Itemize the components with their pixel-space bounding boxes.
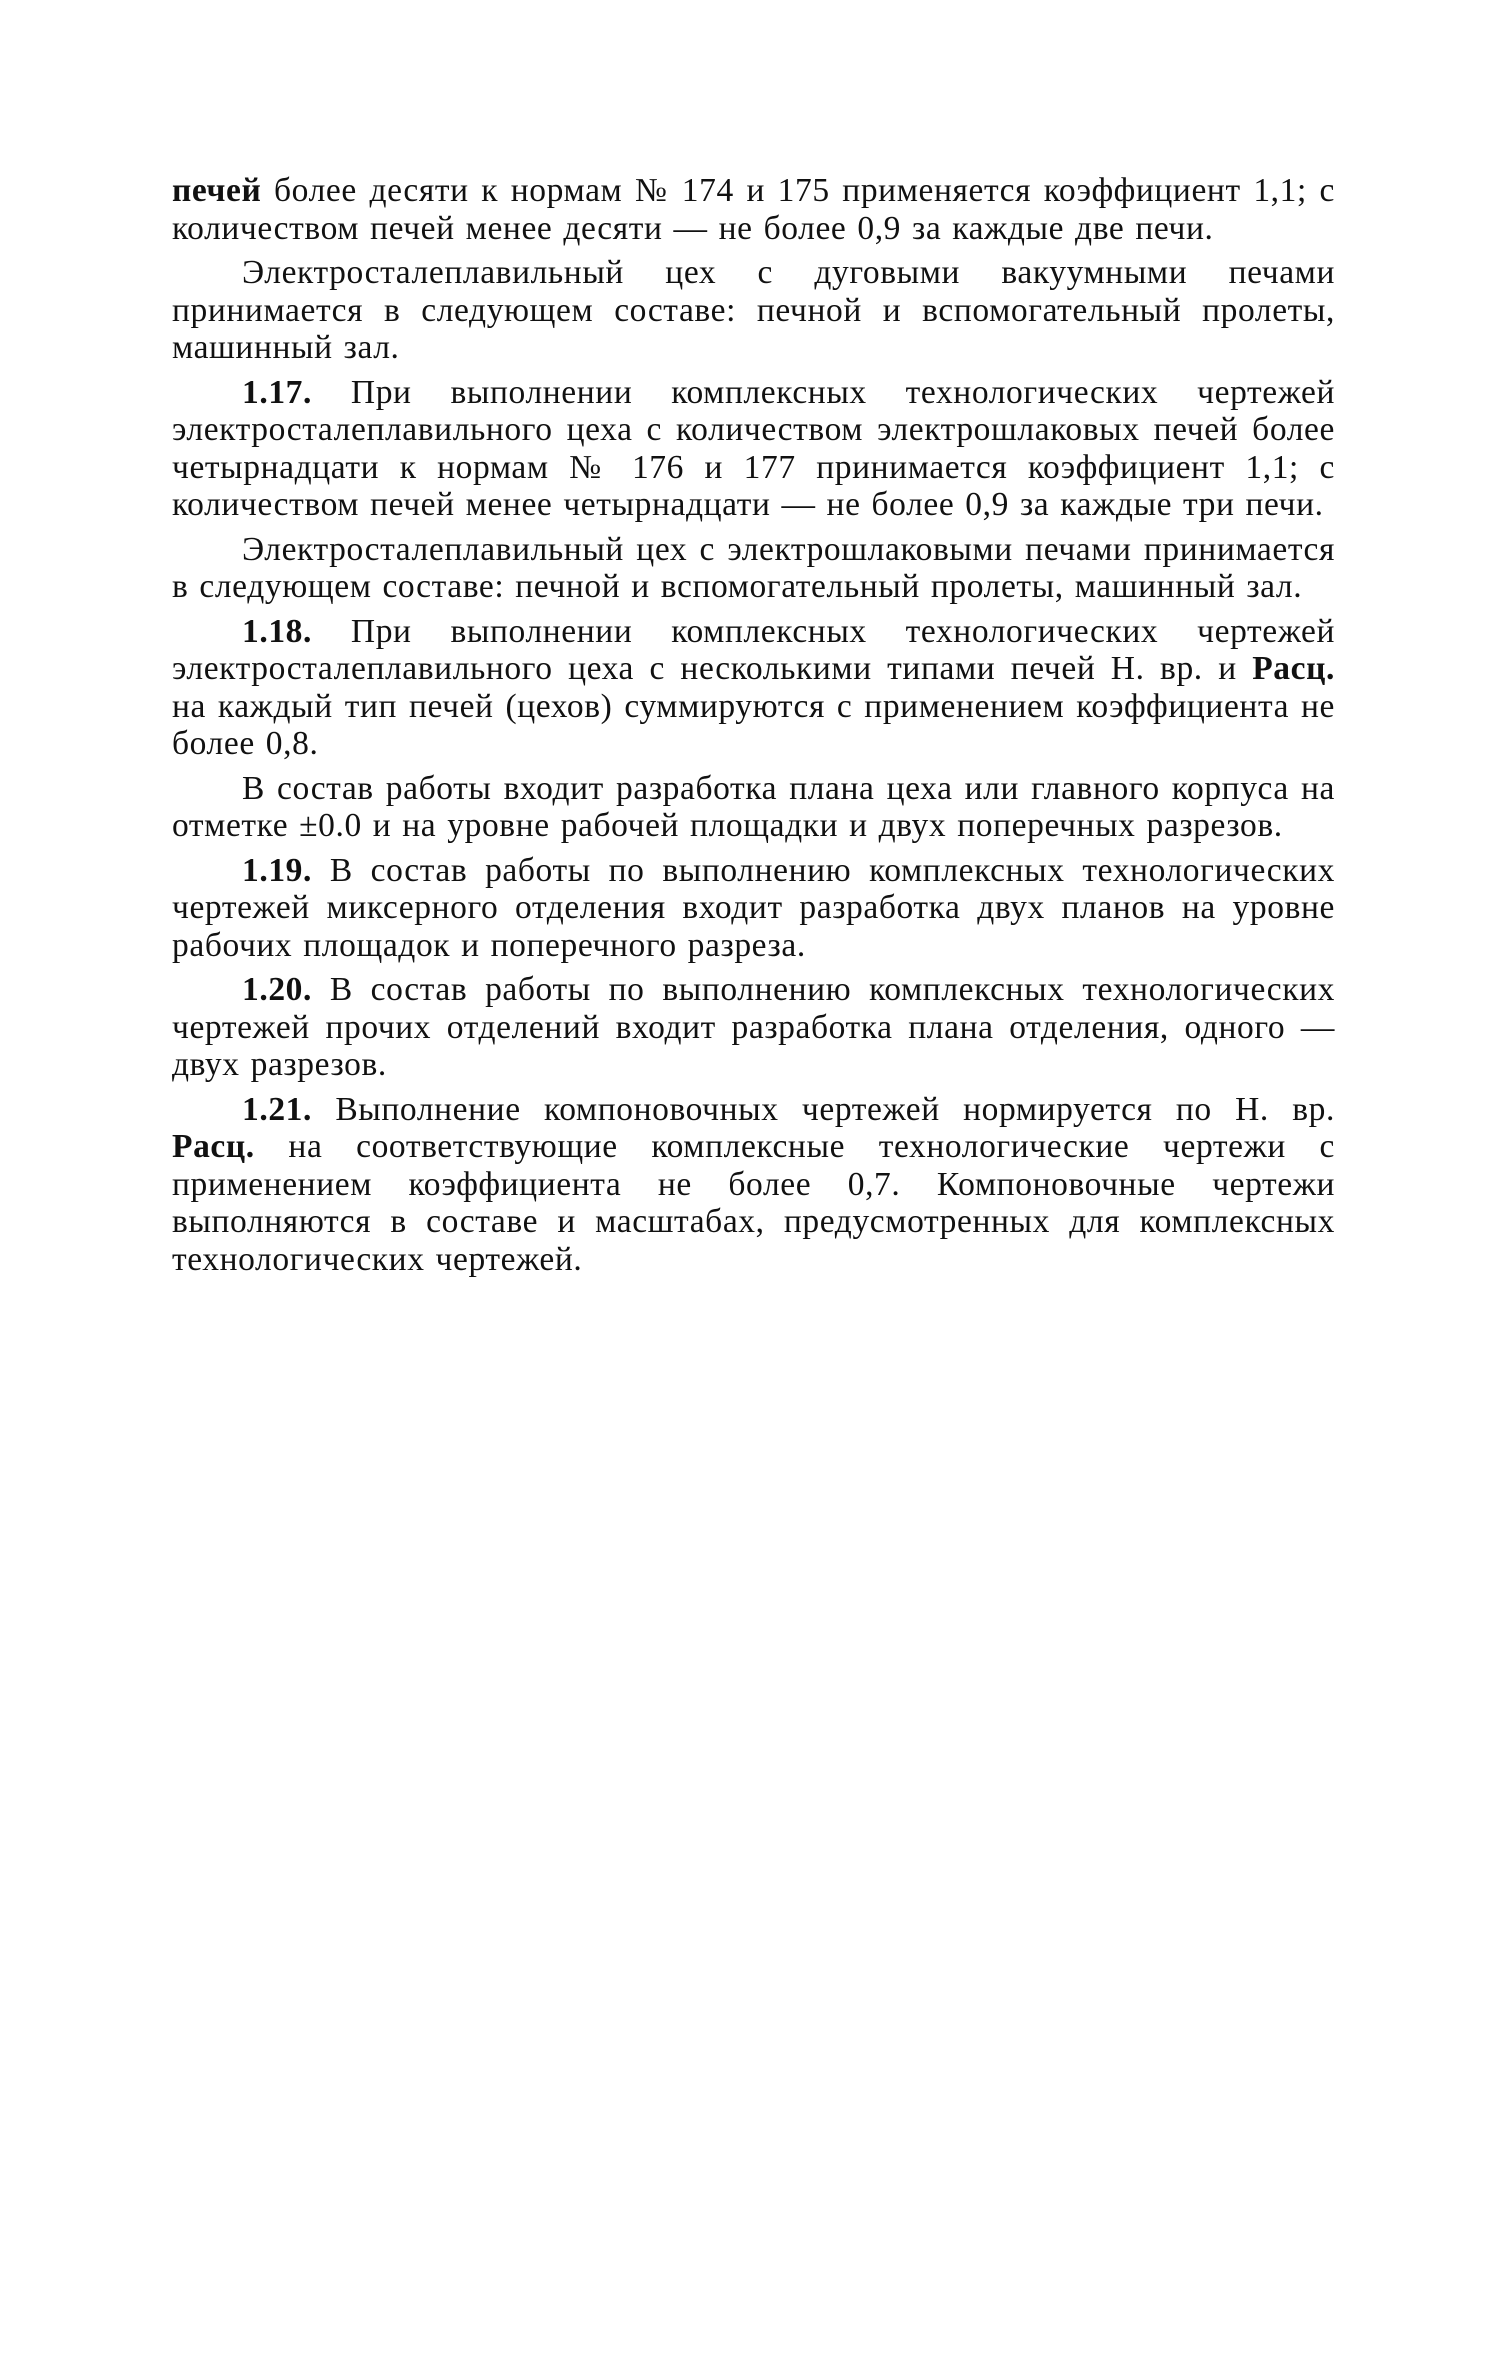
- paragraph-text: более десяти к нормам № 174 и 175 применяется коэффициент 1,1; с количеством печей менее десяти — не более 0,9 за каждые две печи.: [172, 172, 1335, 247]
- clause-number: 1.17.: [242, 373, 312, 411]
- clause-number: 1.21.: [242, 1090, 312, 1128]
- document-body: [172, 172, 1335, 1278]
- bold-word: Расц.: [172, 1128, 255, 1165]
- paragraph-1-21: [172, 1091, 1335, 1279]
- paragraph-continuation: [172, 172, 1335, 247]
- bold-word: печей: [172, 172, 262, 209]
- paragraph-text: на соответствующие комплексные технологические чертежи с применением коэффициента не более 0,7. Компоновочные чертежи выполняются в составе и масштабах, предусмотренных для комплексных технологических чертежей.: [172, 1128, 1335, 1278]
- paragraph-arc-furnace-shop: Электросталеплавильный цех с дуговыми вакуумными печами принимается в следующем составе: печной и вспомогательный пролеты, машинный зал.: [172, 254, 1335, 366]
- paragraph-1-19: [172, 852, 1335, 965]
- paragraph-text: При выполнении комплексных технологических чертежей электросталеплавильного цеха с несколькими типами печей Н. вр. и: [172, 612, 1335, 687]
- paragraph-work-scope: В состав работы входит разработка плана цеха или главного корпуса на отметке ±0.0 и на уровне рабочей площадки и двух поперечных разрезов.: [172, 769, 1335, 844]
- paragraph-text: на каждый тип печей (цехов) суммируются с применением коэффициента не более 0,8.: [172, 687, 1335, 762]
- clause-number: 1.18.: [242, 612, 312, 650]
- clause-number: 1.19.: [242, 851, 312, 889]
- paragraph-electroslag-shop: Электросталеплавильный цех с электрошлаковыми печами принимается в следующем составе: печной и вспомогательный пролеты, машинный зал.: [172, 530, 1335, 605]
- paragraph-1-20: [172, 971, 1335, 1084]
- paragraph-1-17: [172, 374, 1335, 524]
- paragraph-1-18: [172, 613, 1335, 763]
- bold-word: Расц.: [1252, 650, 1335, 687]
- clause-number: 1.20.: [242, 971, 312, 1008]
- paragraph-text: В состав работы по выполнению комплексных технологических чертежей миксерного отделения входит разработка двух планов на уровне рабочих площадок и поперечного разреза.: [172, 851, 1335, 964]
- paragraph-text: Выполнение компоновочных чертежей нормируется по Н. вр.: [312, 1090, 1335, 1128]
- paragraph-text: При выполнении комплексных технологических чертежей электросталеплавильного цеха с количеством электрошлаковых печей более четырнадцати к нормам № 176 и 177 принимается коэффициент 1,1; с количеством печей менее четырнадцати — не более 0,9 за каждые три печи.: [172, 373, 1335, 523]
- paragraph-text: В состав работы по выполнению комплексных технологических чертежей прочих отделений входит разработка плана отделения, одного — двух разрезов.: [172, 971, 1335, 1083]
